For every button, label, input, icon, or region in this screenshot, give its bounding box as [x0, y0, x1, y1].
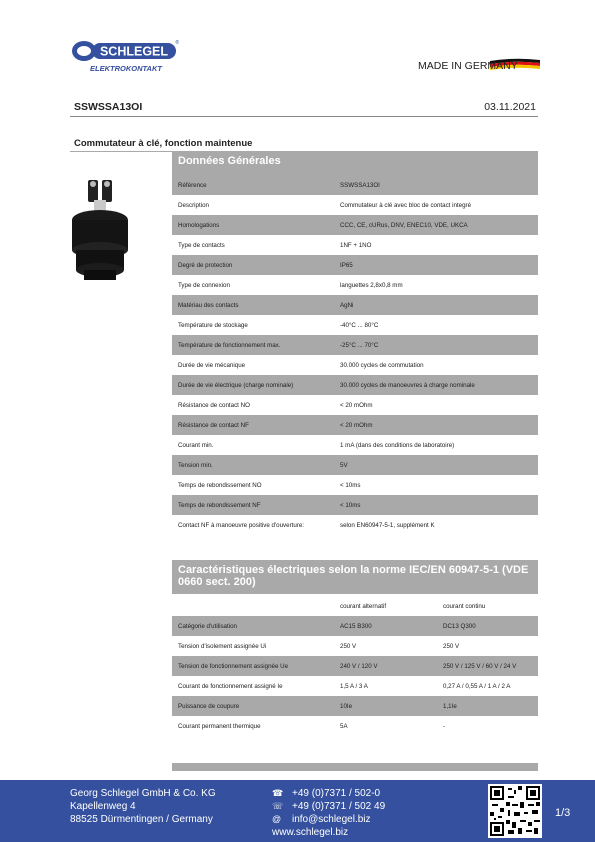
footer-street: Kapellenweg 4 — [70, 801, 136, 812]
row-value: SSWSSA13OI — [340, 181, 380, 189]
row-value-dc: 1,1Ie — [443, 702, 457, 710]
table-row — [172, 175, 538, 195]
table-row — [172, 395, 538, 415]
footer-fax: +49 (0)7371 / 502 49 — [292, 801, 386, 812]
row-value-ac: 5A — [340, 722, 348, 730]
row-value: -25°C ... 70°C — [340, 341, 379, 349]
table-row — [172, 355, 538, 375]
row-value-dc: 0,27 A / 0,55 A / 1 A / 2 A — [443, 682, 511, 690]
column-header-dc: courant continu — [443, 602, 486, 610]
header-divider — [70, 116, 538, 117]
electrical-data-table — [172, 596, 538, 736]
row-value: 30.000 cycles de commutation — [340, 361, 424, 369]
table-row — [172, 616, 538, 636]
footer-city: 88525 Dürmentingen / Germany — [70, 814, 213, 825]
row-value-ac: 1,5 A / 3 A — [340, 682, 368, 690]
row-value: IP65 — [340, 261, 353, 269]
general-data-table — [172, 175, 538, 535]
row-value: < 10ms — [340, 481, 361, 489]
row-value-ac: 250 V — [340, 642, 357, 650]
row-label: Tension de fonctionnement assignée Ue — [178, 662, 289, 670]
row-label: Catégorie d'utilisation — [178, 622, 237, 630]
row-value: -40°C ... 80°C — [340, 321, 379, 329]
table-row — [172, 275, 538, 295]
section-general-title: Données Générales — [172, 151, 538, 175]
table-row — [172, 335, 538, 355]
table-header-row — [172, 596, 538, 616]
table-row — [172, 315, 538, 335]
table-row — [172, 656, 538, 676]
brand-name: SCHLEGEL — [99, 44, 169, 59]
table-row — [172, 636, 538, 656]
table-row — [172, 495, 538, 515]
row-value: CCC, CE, cURus, DNV, ENEC10, VDE, UKCA — [340, 221, 468, 229]
section-electrical-title: Caractéristiques électriques selon la norme IEC/EN 60947-5-1 (VDE 0660 sect. 200) — [172, 560, 538, 594]
row-value: 30.000 cycles de manoeuvres à charge nominale — [340, 381, 475, 389]
row-label: Courant permanent thermique — [178, 722, 261, 730]
row-label: Matériau des contacts — [178, 301, 239, 309]
footer-email[interactable]: info@schlegel.biz — [292, 814, 371, 825]
table-row — [172, 415, 538, 435]
row-value-ac: 10Ie — [340, 702, 353, 710]
table-row — [172, 455, 538, 475]
table-row — [172, 696, 538, 716]
row-value: 5V — [340, 461, 348, 469]
table-row — [172, 235, 538, 255]
row-label: Temps de rebondissement NO — [178, 481, 262, 489]
column-header-ac: courant alternatif — [340, 602, 387, 610]
row-value: < 20 mOhm — [340, 421, 373, 429]
brand-sub: ELEKTROKONTAKT — [90, 64, 162, 73]
row-value: selon EN60947-5-1, supplément K — [340, 521, 435, 529]
row-label: Durée de vie mécanique — [178, 361, 246, 369]
footer-company: Georg Schlegel GmbH & Co. KG — [70, 788, 216, 799]
row-value: < 10ms — [340, 501, 361, 509]
row-value-dc: - — [443, 722, 446, 730]
row-label: Tension min. — [178, 461, 213, 469]
fax-icon: ☏ — [272, 801, 284, 811]
row-value: languettes 2,8x0,8 mm — [340, 281, 403, 289]
table-row — [172, 295, 538, 315]
row-label: Température de stockage — [178, 321, 248, 329]
row-label: Courant min. — [178, 441, 214, 449]
product-code: SSWSSA13OI — [74, 101, 143, 113]
row-label: Référence — [178, 181, 207, 189]
email-icon: @ — [272, 814, 282, 824]
table-row — [172, 676, 538, 696]
schlegel-logo — [70, 38, 182, 74]
row-value: 1NF + 1NO — [340, 241, 372, 249]
table-row — [172, 375, 538, 395]
row-value: AgNi — [340, 301, 354, 309]
product-subtitle: Commutateur à clé, fonction maintenue — [74, 138, 253, 149]
row-label: Température de fonctionnement max. — [178, 341, 281, 349]
table-row — [172, 435, 538, 455]
row-value-dc: 250 V — [443, 642, 460, 650]
row-value-dc: DC13 Q300 — [443, 622, 476, 630]
table-end-bar — [172, 763, 538, 771]
qr-code — [488, 784, 542, 838]
phone-icon: ☎ — [272, 788, 284, 798]
table-row — [172, 716, 538, 736]
row-label: Résistance de contact NO — [178, 401, 250, 409]
row-label: Contact NF à manoeuvre positive d'ouverture: — [178, 521, 305, 529]
product-photo — [58, 170, 142, 286]
row-label: Puissance de coupure — [178, 702, 240, 710]
row-value: 1 mA (dans des conditions de laboratoire) — [340, 441, 455, 449]
row-label: Courant de fonctionnement assigné Ie — [178, 682, 283, 690]
table-row — [172, 255, 538, 275]
row-label: Résistance de contact NF — [178, 421, 249, 429]
row-label: Temps de rebondissement NF — [178, 501, 261, 509]
footer-phone[interactable]: +49 (0)7371 / 502-0 — [292, 788, 381, 799]
row-value: < 20 mOhm — [340, 401, 373, 409]
table-row — [172, 195, 538, 215]
row-label: Type de connexion — [178, 281, 230, 289]
row-label: Type de contacts — [178, 241, 225, 249]
row-label: Homologations — [178, 221, 220, 229]
footer-web[interactable]: www.schlegel.biz — [272, 827, 349, 838]
table-row — [172, 215, 538, 235]
row-value-ac: AC15 B300 — [340, 622, 372, 630]
row-label: Tension d'isolement assignée Ui — [178, 642, 267, 650]
svg-text:®: ® — [175, 40, 179, 46]
page-number: 1/3 — [555, 807, 571, 819]
document-date: 03.11.2021 — [484, 101, 536, 113]
made-in-label: MADE IN GERMANY — [418, 60, 518, 72]
row-value-dc: 250 V / 125 V / 60 V / 24 V — [443, 662, 517, 670]
row-value-ac: 240 V / 120 V — [340, 662, 378, 670]
row-value: Commutateur à clé avec bloc de contact integré — [340, 201, 472, 209]
row-label: Description — [178, 201, 209, 209]
table-row — [172, 515, 538, 535]
row-label: Durée de vie électrique (charge nominale) — [178, 381, 294, 389]
row-label: Degré de protection — [178, 261, 233, 269]
table-row — [172, 475, 538, 495]
